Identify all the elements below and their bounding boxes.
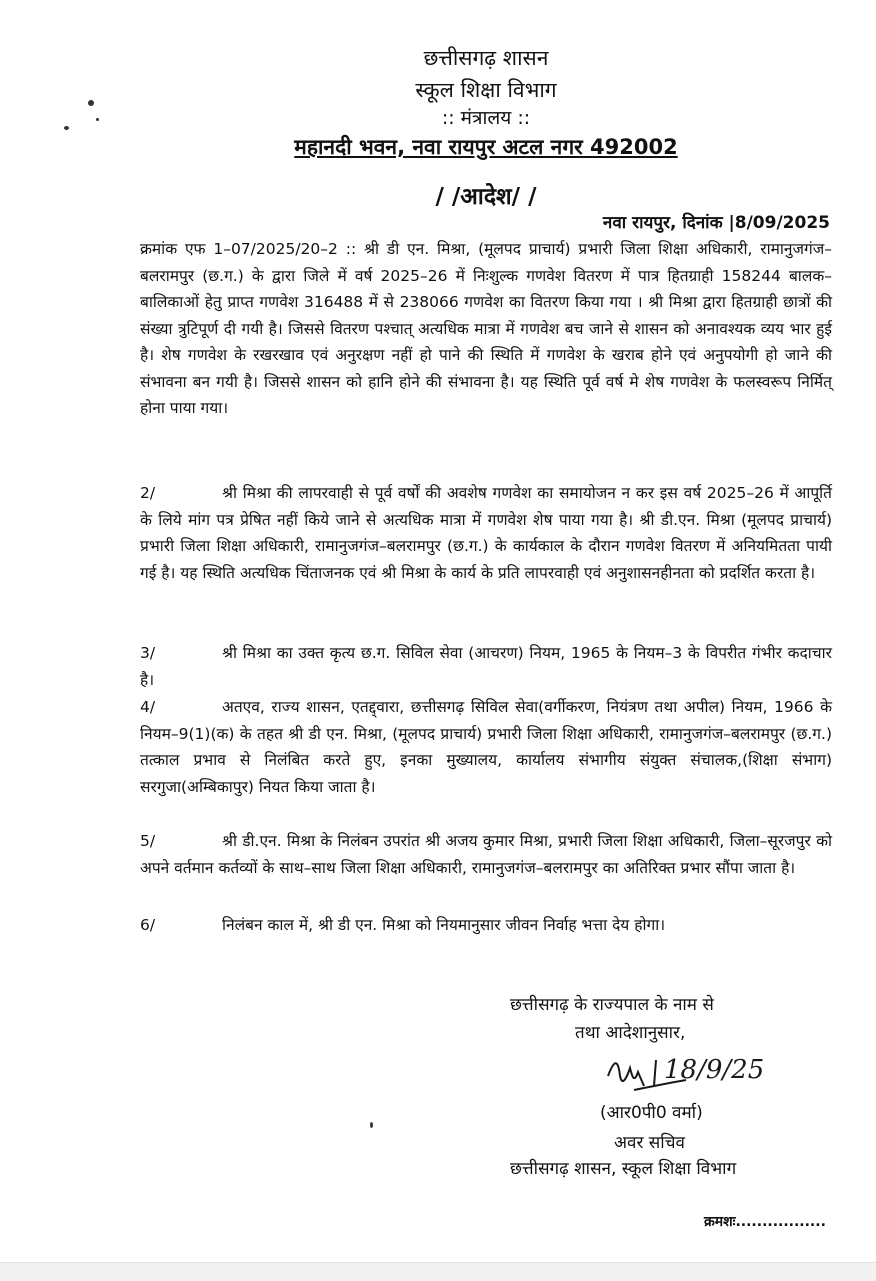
paragraph-number: 3/: [140, 644, 156, 662]
handwritten-signature: [604, 1046, 764, 1098]
paragraph-text: श्री मिश्रा का उक्त कृत्य छ.ग. सिविल सेवा (आचरण) नियम, 1965 के नियम–3 के विपरीत गंभीर कदाचार है।: [140, 644, 832, 689]
paragraph-number: 2/: [140, 484, 156, 502]
paragraph-4: [140, 694, 832, 800]
paragraph-text: निलंबन काल में, श्री डी एन. मिश्रा को नियमानुसार जीवन निर्वाह भत्ता देय होगा।: [222, 916, 666, 934]
paragraph-number: 5/: [140, 832, 156, 850]
paragraph-number: 6/: [140, 916, 156, 934]
paragraph-5: [140, 828, 832, 881]
scan-speck: [370, 1122, 373, 1128]
signatory-office: छत्तीसगढ़ शासन, स्कूल शिक्षा विभाग: [510, 1159, 737, 1179]
signatory-designation: अवर सचिव: [614, 1133, 685, 1153]
paragraph-6: [140, 912, 832, 939]
paragraph-text: श्री डी.एन. मिश्रा के निलंबन उपरांत श्री अजय कुमार मिश्रा, प्रभारी जिला शिक्षा अधिकारी, जिला–सूरजपुर को अपने वर्तमान कर्तव्यों के साथ–साथ जिला शिक्षा अधिकारी, रामानुजगंज–बलरामपुर का अतिरिक्त प्रभार सौंपा जाता है।: [140, 832, 832, 877]
continued-marker: क्रमशः.................: [704, 1214, 826, 1230]
page-bottom-edge: [0, 1262, 876, 1281]
signature-date: 18/9/25: [664, 1055, 764, 1085]
order-title: / /आदेश/ /: [435, 184, 537, 210]
authority-line-2: तथा आदेशानुसार,: [575, 1023, 686, 1043]
paragraph-1: क्रमांक एफ 1–07/2025/20–2 :: श्री डी एन. मिश्रा, (मूलपद प्राचार्य) प्रभारी जिला शिक्षा अधिकारी, रामानुजगंज–बलरामपुर (छ.ग.) के द्वारा जिले में वर्ष 2025–26 में निःशुल्क गणवेश वितरण में पात्र हितग्राही 158244 बालक–बालिकाओं हेतु प्राप्त गणवेश 316488 में से 238066 गणवेश का वितरण किया गया । श्री मिश्रा द्वारा हितग्राही छात्रों की संख्या त्रुटिपूर्ण दी गयी है। जिससे वितरण पश्चात् अत्यधिक मात्रा में गणवेश बच जाने से शासन को अनावश्यक व्यय भार हुई है। शेष गणवेश के रखरखाव एवं अनुरक्षण नहीं हो पाने की स्थिति में गणवेश के खराब होने एवं अनुपयोगी हो जाने की संभावना बन गयी है। जिससे शासन को हानि होने की संभावना है। यह स्थिति पूर्व वर्ष मे शेष गणवेश के फलस्वरूप निर्मित् होना पाया गया।: [140, 240, 832, 417]
ministry-heading: :: मंत्रालय ::: [441, 107, 531, 129]
paragraph-3: [140, 640, 832, 693]
authority-line: छत्तीसगढ़ के राज्यपाल के नाम से: [510, 995, 714, 1015]
department-heading: स्कूल शिक्षा विभाग: [415, 78, 557, 102]
government-heading: छत्तीसगढ़ शासन: [423, 46, 549, 70]
paragraph-text: श्री मिश्रा की लापरवाही से पूर्व वर्षों की अवशेष गणवेश का समायोजन न कर इस वर्ष 2025–26 में आपूर्ति के लिये मांग पत्र प्रेषित नहीं किये जाने से अत्यधिक मात्रा में गणवेश शेष पाया गया है। श्री डी.एन. मिश्रा (मूलपद प्राचार्य) प्रभारी जिला शिक्षा अधिकारी, रामानुजगंज–बलरामपुर (छ.ग.) के कार्यकाल के दौरान गणवेश वितरण में अनियमितता पायी गई है। यह स्थिति अत्यधिक चिंताजनक एवं श्री मिश्रा के कार्य के प्रति लापरवाही एवं अनुशासनहीनता को प्रदर्शित करता है।: [140, 484, 832, 582]
order-date: नवा रायपुर, दिनांक |8/09/2025: [602, 213, 830, 233]
paragraph-number: 4/: [140, 698, 156, 716]
office-address: महानदी भवन, नवा रायपुर अटल नगर 492002: [294, 135, 678, 159]
signatory-name: (आर0पी0 वर्मा): [600, 1103, 703, 1123]
paragraph-2: [140, 480, 832, 586]
paragraph-text: अतएव, राज्य शासन, एतद्द्वारा, छत्तीसगढ़ सिविल सेवा(वर्गीकरण, नियंत्रण तथा अपील) नियम, 1966 के नियम–9(1)(क) के तहत श्री डी एन. मिश्रा, (मूलपद प्राचार्य) प्रभारी जिला शिक्षा अधिकारी, रामानुजगंज–बलरामपुर (छ.ग.) तत्काल प्रभाव से निलंबित करते हुए, इनका मुख्यालय, कार्यालय संभागीय संयुक्त संचालक,(शिक्षा संभाग) सरगुजा(अम्बिकापुर) नियत किया जाता है।: [140, 698, 832, 796]
